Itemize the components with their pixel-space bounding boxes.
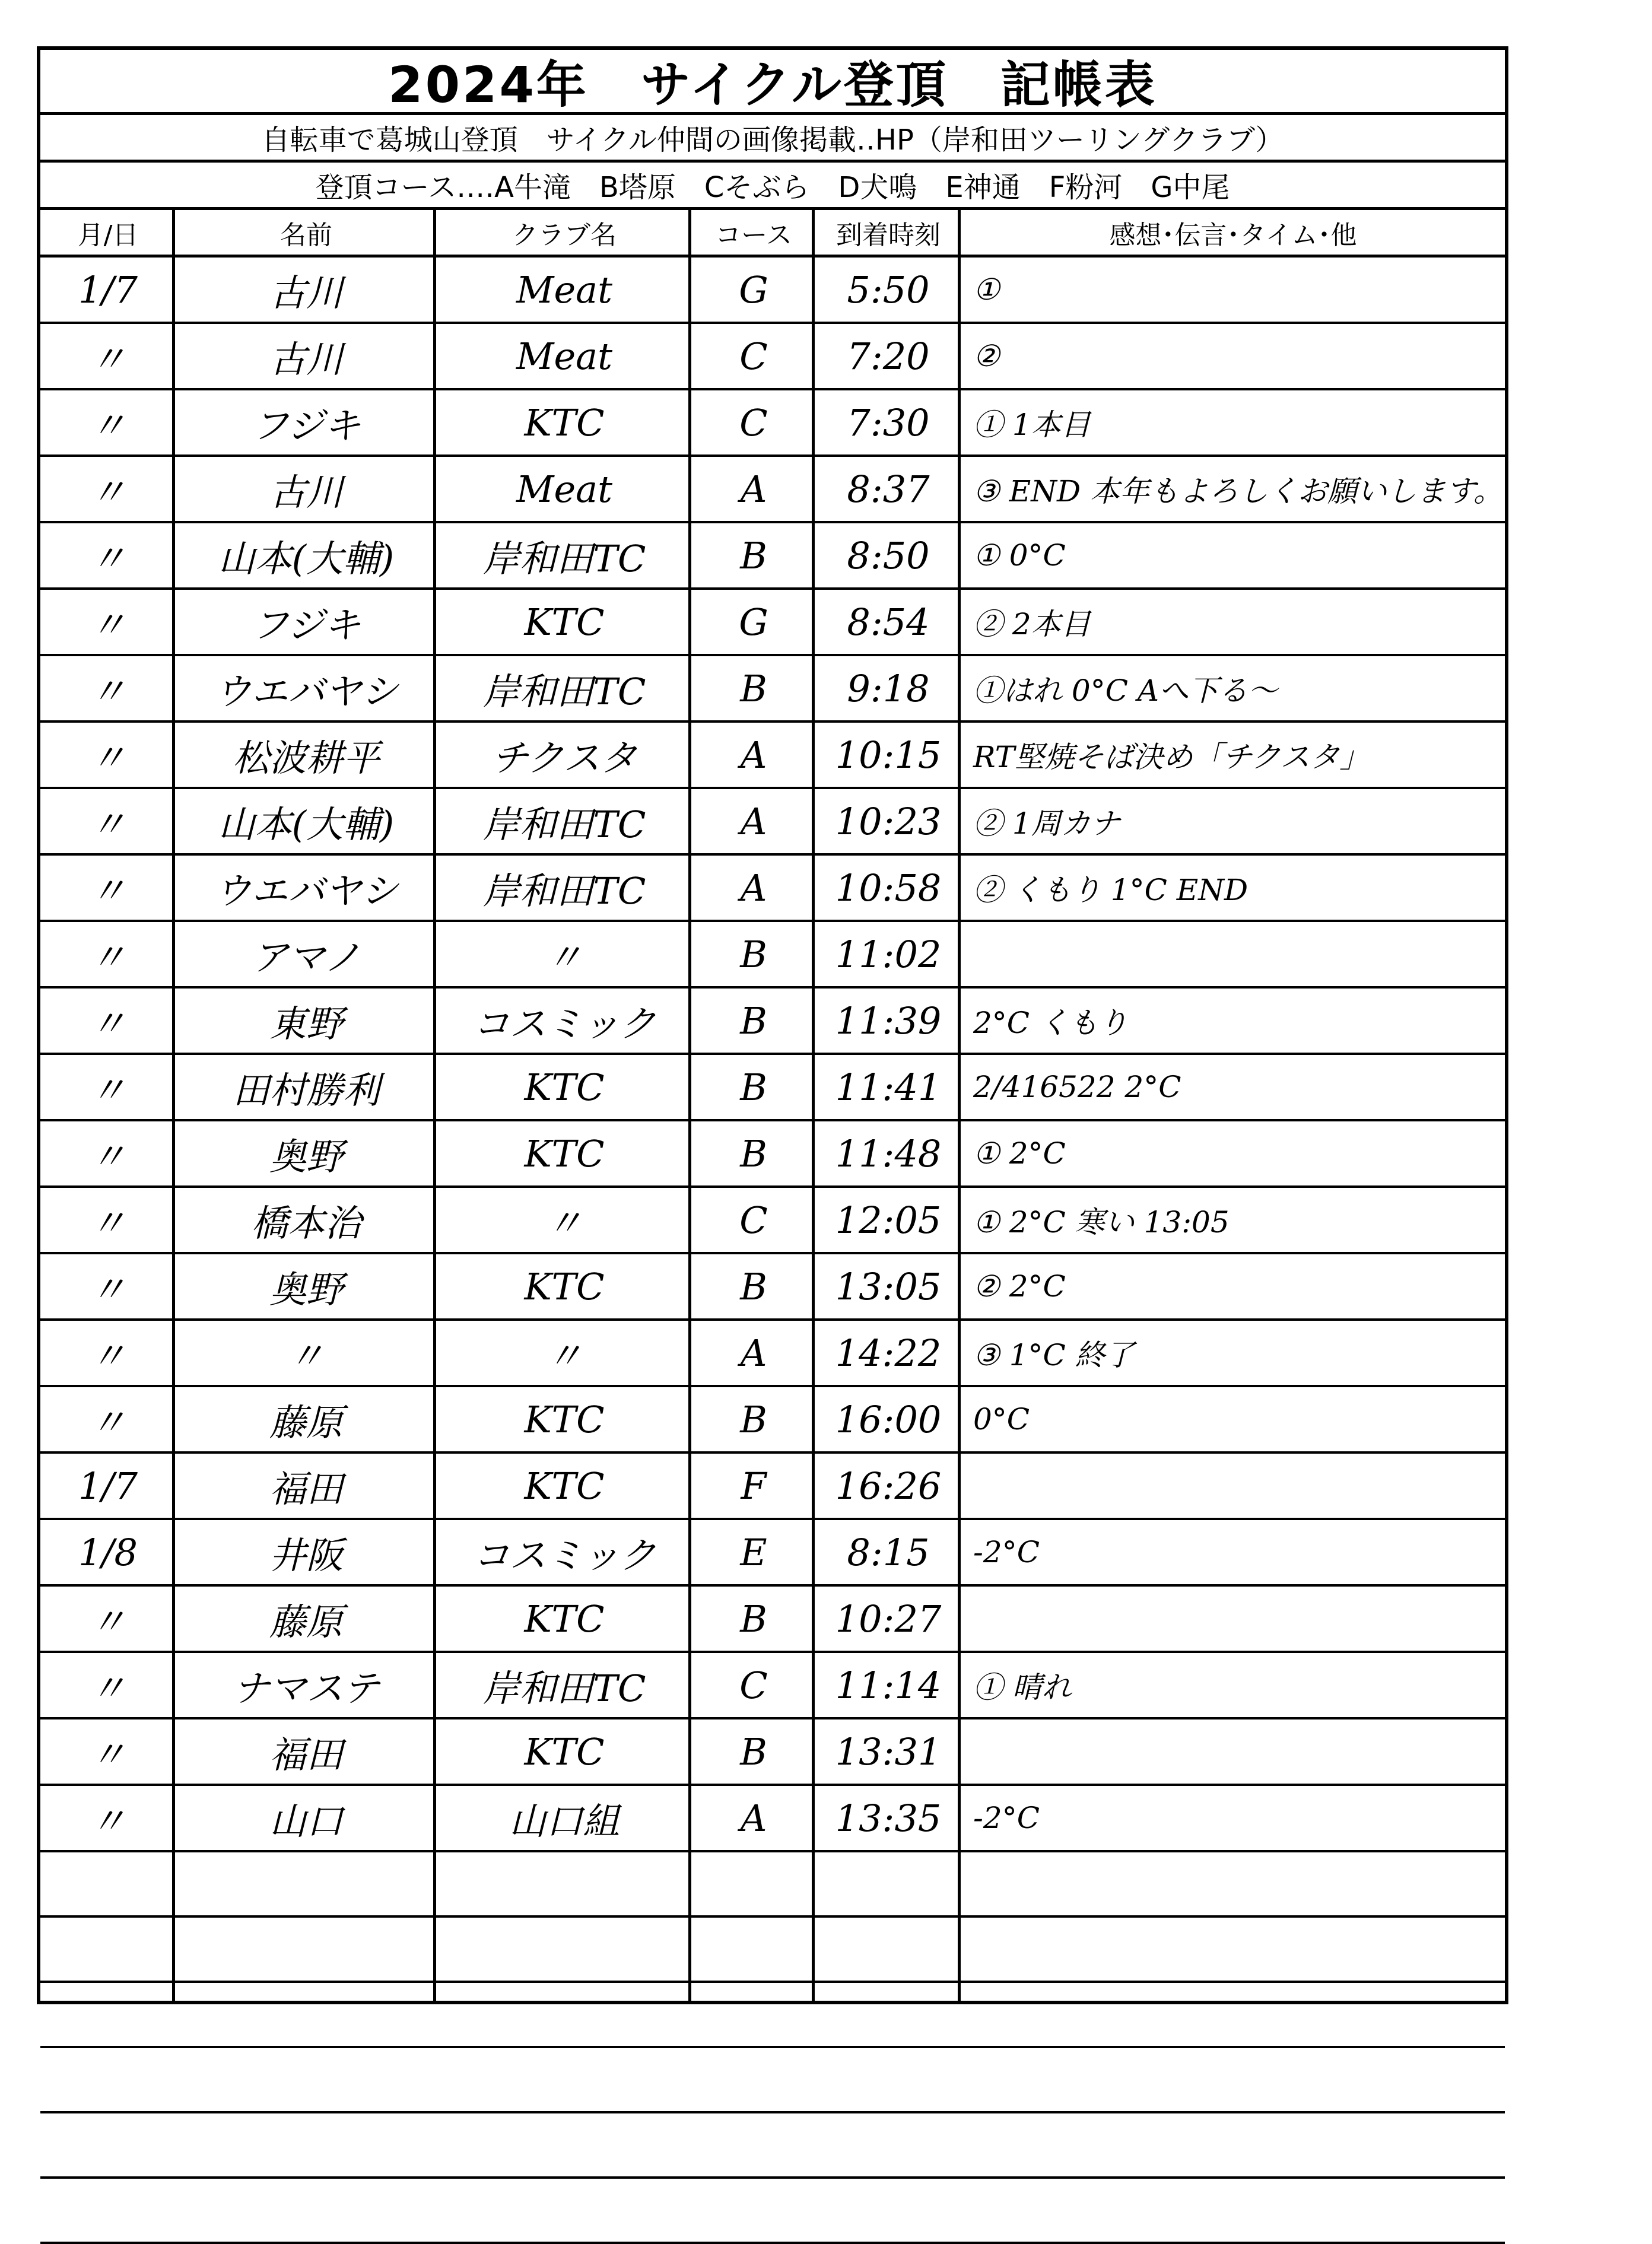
cell-name: 古川 xyxy=(269,271,343,314)
cell-time: 13:31 xyxy=(835,1730,942,1773)
blank-row xyxy=(40,2048,1505,2113)
table-row xyxy=(40,723,1505,789)
table-row xyxy=(40,1719,1505,1786)
cell-date: 〃 xyxy=(89,536,126,580)
cell-name: 藤原 xyxy=(269,1600,343,1644)
cell-note: ② 2本目 xyxy=(973,607,1091,641)
table-row xyxy=(40,258,1505,324)
blank-row xyxy=(40,1918,1505,1983)
cell-name: アマノ xyxy=(251,935,361,979)
cell-note: ② くもり 1°C END xyxy=(973,873,1248,907)
table-row xyxy=(40,1454,1505,1520)
cell-note: ①はれ 0°C Aへ下る～ xyxy=(973,673,1278,708)
cell-course: G xyxy=(739,600,768,644)
cell-club: KTC xyxy=(524,1730,605,1773)
cell-course: B xyxy=(740,1730,767,1773)
cell-note: 0°C xyxy=(973,1402,1030,1436)
table-row xyxy=(40,1653,1505,1719)
cell-name: 藤原 xyxy=(269,1400,343,1444)
cell-club: KTC xyxy=(524,600,605,644)
cell-date: 〃 xyxy=(89,1068,126,1112)
cell-time: 10:58 xyxy=(835,866,942,910)
cell-course: B xyxy=(740,932,767,976)
cell-time: 12:05 xyxy=(835,1198,942,1242)
blank-row xyxy=(40,2113,1505,2179)
table-row xyxy=(40,656,1505,723)
sheet-subtitle: 自転車で葛城山登頂 サイクル仲間の画像掲載‥HP（岸和田ツーリングクラブ） xyxy=(40,115,1505,163)
cell-note xyxy=(961,1587,1505,1651)
cell-club: KTC xyxy=(524,1131,605,1175)
cell-date: 〃 xyxy=(89,1134,126,1178)
table-row xyxy=(40,1121,1505,1188)
cell-course: A xyxy=(740,467,767,511)
cell-time: 8:50 xyxy=(847,533,930,577)
cell-club: Meat xyxy=(516,268,613,312)
cell-course: A xyxy=(740,1796,767,1840)
cell-course: B xyxy=(740,666,767,710)
cell-time: 8:37 xyxy=(847,467,930,511)
cell-name: 橋本治 xyxy=(250,1201,361,1245)
col-header-club: クラブ名 xyxy=(512,220,617,250)
cell-time: 7:30 xyxy=(847,401,930,444)
cell-time: 10:23 xyxy=(835,799,942,843)
cell-date: 〃 xyxy=(89,802,126,846)
col-header-time: 到着時刻 xyxy=(836,220,941,250)
log-sheet xyxy=(37,46,1508,2004)
cell-date: 〃 xyxy=(89,1334,126,1378)
col-header-course: コース xyxy=(715,220,792,250)
table-row xyxy=(40,1587,1505,1653)
cell-name: ウエバヤシ xyxy=(214,869,398,913)
col-header-date: 月/日 xyxy=(77,220,139,250)
cell-time: 11:02 xyxy=(835,932,942,976)
cell-date: 〃 xyxy=(89,403,126,447)
column-divider xyxy=(812,210,815,2001)
sheet-title: 2024年 サイクル登頂 記帳表 xyxy=(40,50,1505,115)
cell-course: C xyxy=(739,401,768,444)
cell-time: 11:39 xyxy=(835,999,942,1042)
cell-note: ③ 1°C 終了 xyxy=(973,1338,1135,1372)
cell-course: G xyxy=(739,268,768,312)
cell-date: 〃 xyxy=(89,1400,126,1444)
cell-time: 5:50 xyxy=(847,268,930,312)
cell-club: コスミック xyxy=(472,1002,656,1045)
table-header-row xyxy=(40,210,1505,258)
cell-name: 奥野 xyxy=(269,1134,343,1178)
cell-time: 7:20 xyxy=(847,334,930,378)
cell-date: 〃 xyxy=(89,869,126,913)
cell-note: 2°C くもり xyxy=(973,1006,1128,1040)
cell-course: C xyxy=(739,1198,768,1242)
cell-course: B xyxy=(740,1397,767,1441)
table-row xyxy=(40,1786,1505,1852)
log-table xyxy=(40,210,1505,2244)
blank-row xyxy=(40,2179,1505,2244)
cell-date: 1/7 xyxy=(78,268,138,312)
cell-time: 8:15 xyxy=(847,1530,930,1574)
cell-name: ナマステ xyxy=(233,1666,380,1710)
cell-club: チクスタ xyxy=(491,736,637,780)
cell-date: 〃 xyxy=(89,1799,126,1843)
col-header-name: 名前 xyxy=(280,220,332,250)
cell-time: 11:41 xyxy=(835,1065,942,1109)
cell-time: 16:26 xyxy=(835,1464,942,1508)
table-row xyxy=(40,390,1505,457)
cell-club: 〃 xyxy=(545,935,583,979)
cell-time: 13:05 xyxy=(835,1264,942,1308)
cell-note: ① 1本目 xyxy=(973,408,1091,442)
cell-date: 〃 xyxy=(89,1267,126,1311)
cell-name: 山本(大輔) xyxy=(218,802,395,846)
cell-club: 〃 xyxy=(545,1334,583,1378)
cell-name: 奥野 xyxy=(269,1267,343,1311)
cell-club: 岸和田TC xyxy=(482,536,646,580)
course-legend: 登頂コース‥‥A牛滝 B塔原 Cそぶら D犬鳴 E神通 F粉河 G中尾 xyxy=(40,163,1505,210)
cell-club: Meat xyxy=(516,334,613,378)
cell-club: KTC xyxy=(524,1597,605,1641)
cell-name: 〃 xyxy=(287,1334,325,1378)
cell-club: 岸和田TC xyxy=(482,802,646,846)
cell-note: ① xyxy=(973,272,1000,307)
cell-date: 〃 xyxy=(89,1600,126,1644)
cell-name: フジキ xyxy=(252,603,361,647)
cell-date: 〃 xyxy=(89,1002,126,1045)
cell-course: B xyxy=(740,1264,767,1308)
cell-date: 〃 xyxy=(89,470,126,514)
cell-course: A xyxy=(740,733,767,777)
cell-course: B xyxy=(740,999,767,1042)
cell-note: ② 2°C xyxy=(973,1269,1066,1304)
cell-name: 山本(大輔) xyxy=(218,536,395,580)
cell-name: 東野 xyxy=(269,1002,343,1045)
cell-note xyxy=(961,1719,1505,1784)
column-divider xyxy=(688,210,691,2001)
cell-date: 〃 xyxy=(89,337,126,381)
cell-time: 11:14 xyxy=(835,1663,942,1707)
cell-name: 松波耕平 xyxy=(232,736,380,780)
cell-course: A xyxy=(740,1331,767,1375)
cell-note: -2°C xyxy=(973,1535,1040,1569)
cell-name: 古川 xyxy=(269,337,343,381)
cell-date: 〃 xyxy=(89,935,126,979)
cell-club: 岸和田TC xyxy=(482,669,646,713)
cell-time: 14:22 xyxy=(835,1331,942,1375)
cell-note: ② xyxy=(973,339,1000,373)
cell-note: ① 2°C 寒い 13:05 xyxy=(973,1205,1230,1239)
cell-club: 山口組 xyxy=(509,1799,620,1843)
cell-club: 〃 xyxy=(545,1201,583,1245)
cell-course: E xyxy=(740,1530,767,1574)
column-divider xyxy=(433,210,436,2001)
cell-name: 田村勝利 xyxy=(232,1068,380,1112)
blank-row xyxy=(40,1852,1505,1918)
cell-club: 岸和田TC xyxy=(482,869,646,913)
cell-date: 〃 xyxy=(89,669,126,713)
cell-name: 古川 xyxy=(269,470,343,514)
cell-note: ③ END 本年もよろしくお願いします。 xyxy=(973,474,1503,508)
cell-date: 〃 xyxy=(89,1666,126,1710)
cell-course: A xyxy=(740,866,767,910)
table-row xyxy=(40,1188,1505,1254)
cell-note: ② 1周カナ xyxy=(973,806,1120,841)
cell-name: 山口 xyxy=(269,1799,343,1843)
table-row xyxy=(40,324,1505,390)
col-header-note: 感想･伝言･タイム･他 xyxy=(1109,220,1357,250)
table-row xyxy=(40,789,1505,856)
column-divider xyxy=(958,210,961,2001)
cell-name: 井阪 xyxy=(269,1533,343,1577)
cell-note: ① 晴れ xyxy=(973,1670,1072,1705)
cell-time: 8:54 xyxy=(847,600,930,644)
cell-date: 〃 xyxy=(89,603,126,647)
cell-club: KTC xyxy=(524,1264,605,1308)
table-row xyxy=(40,922,1505,988)
table-row xyxy=(40,1321,1505,1387)
cell-date: 1/7 xyxy=(78,1464,138,1508)
table-row xyxy=(40,1254,1505,1321)
cell-course: C xyxy=(739,334,768,378)
cell-time: 13:35 xyxy=(835,1796,942,1840)
cell-time: 10:27 xyxy=(835,1597,942,1641)
cell-date: 〃 xyxy=(89,1201,126,1245)
blank-row xyxy=(40,1983,1505,2048)
cell-course: A xyxy=(740,799,767,843)
cell-note: -2°C xyxy=(973,1801,1040,1835)
table-row xyxy=(40,590,1505,656)
cell-date: 1/8 xyxy=(78,1530,138,1574)
cell-course: B xyxy=(740,1597,767,1641)
cell-time: 11:48 xyxy=(835,1131,942,1175)
cell-course: F xyxy=(741,1464,767,1508)
table-row xyxy=(40,856,1505,922)
table-row xyxy=(40,1055,1505,1121)
table-row xyxy=(40,1387,1505,1454)
cell-club: コスミック xyxy=(472,1533,656,1577)
cell-time: 16:00 xyxy=(835,1397,942,1441)
cell-date: 〃 xyxy=(89,736,126,780)
cell-course: B xyxy=(740,533,767,577)
cell-club: KTC xyxy=(524,1065,605,1109)
cell-name: 福田 xyxy=(269,1733,343,1776)
cell-club: KTC xyxy=(524,401,605,444)
cell-club: 岸和田TC xyxy=(482,1666,646,1710)
cell-note: ① 0°C xyxy=(973,538,1066,573)
cell-club: Meat xyxy=(516,467,613,511)
cell-course: C xyxy=(739,1663,768,1707)
table-row xyxy=(40,988,1505,1055)
cell-time: 9:18 xyxy=(847,666,930,710)
cell-note xyxy=(961,1454,1505,1518)
table-row xyxy=(40,523,1505,590)
cell-name: フジキ xyxy=(252,403,361,447)
column-divider xyxy=(172,210,175,2001)
cell-time: 10:15 xyxy=(835,733,942,777)
cell-club: KTC xyxy=(524,1464,605,1508)
cell-note: ① 2°C xyxy=(973,1136,1066,1171)
cell-name: ウエバヤシ xyxy=(214,669,398,713)
cell-name: 福田 xyxy=(269,1467,343,1511)
cell-date: 〃 xyxy=(89,1733,126,1776)
cell-note xyxy=(961,922,1505,986)
table-row xyxy=(40,1520,1505,1587)
cell-club: KTC xyxy=(524,1397,605,1441)
cell-course: B xyxy=(740,1065,767,1109)
cell-note: RT堅焼そば決め「チクスタ」 xyxy=(973,740,1370,774)
cell-course: B xyxy=(740,1131,767,1175)
cell-note: 2/416522 2°C xyxy=(973,1070,1181,1104)
table-row xyxy=(40,457,1505,523)
